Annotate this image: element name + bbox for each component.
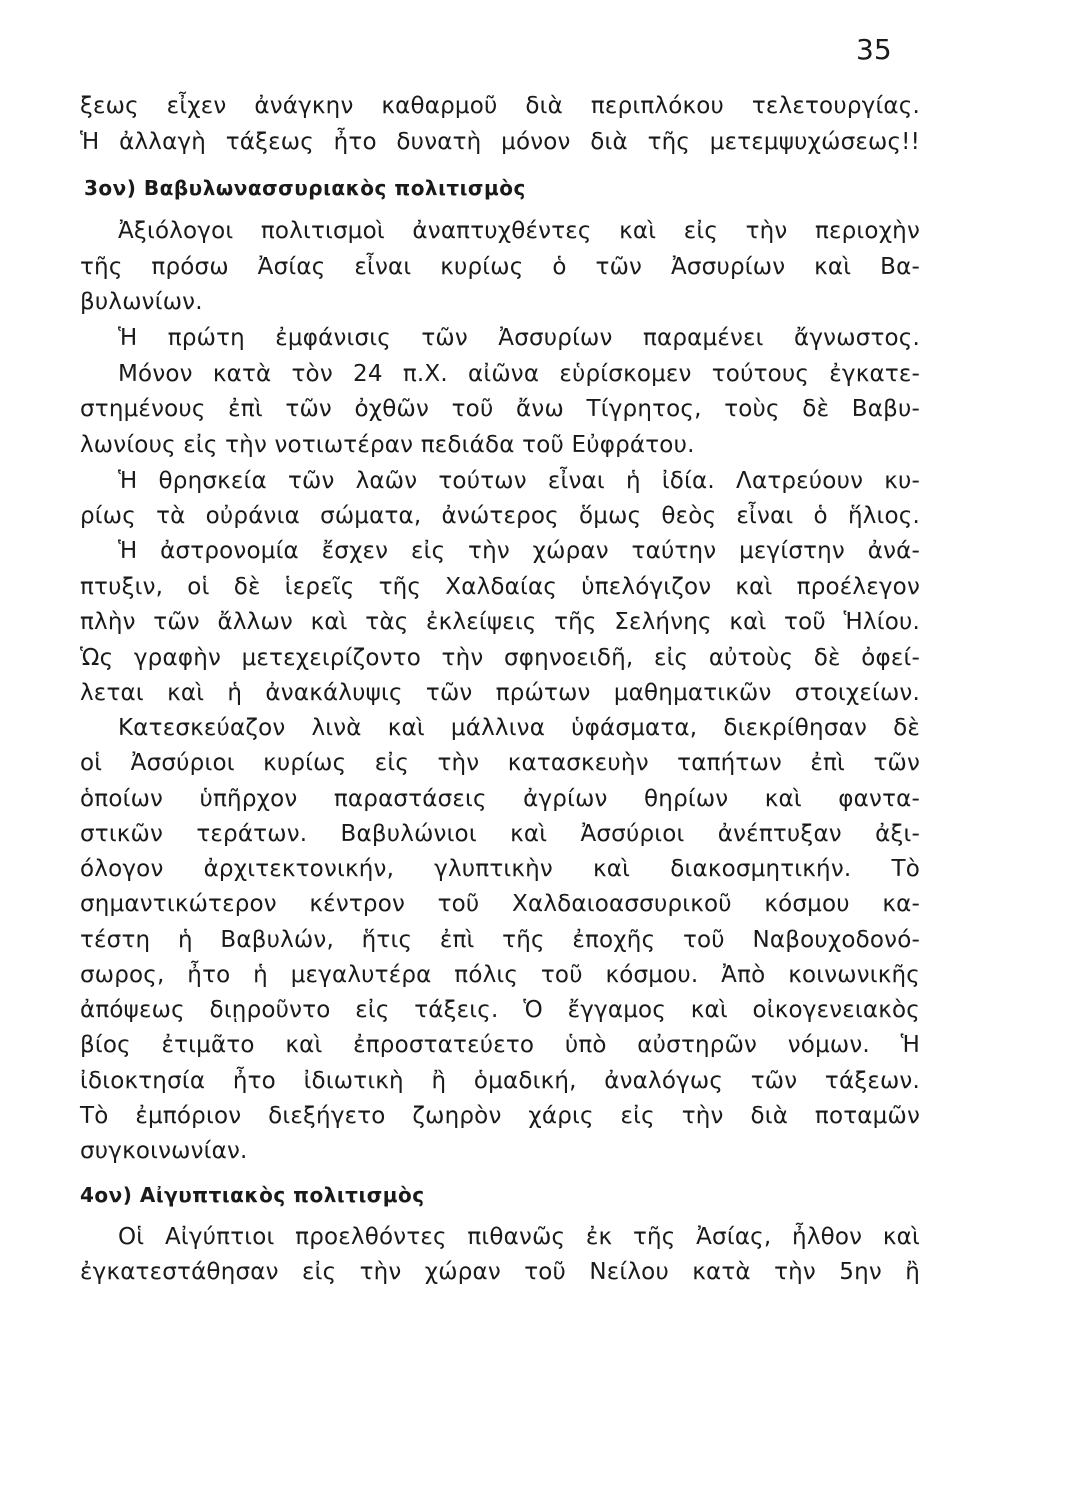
paragraph-start-line: Ἡ θρησκεία τῶν λαῶν τούτων εἶναι ἡ ἰδία. Λατρεύουν κυ- bbox=[118, 468, 920, 494]
text-line: συγκοινωνίαν. bbox=[80, 1138, 248, 1164]
text-line: Ἡ ἀλλαγὴ τάξεως ἦτο δυνατὴ μόνον διὰ τῆς μετεμψυχώσεως!! bbox=[80, 129, 920, 155]
section-heading-3: 3ον) Βαβυλωνασσυριακὸς πολιτισμὸς bbox=[84, 176, 526, 200]
text-line: σωρος, ἦτο ἡ μεγαλυτέρα πόλις τοῦ κόσμου. Ἀπὸ κοινωνικῆς bbox=[80, 962, 920, 988]
text-line: σημαντικώτερον κέντρον τοῦ Χαλδαιοασσυρικοῦ κόσμου κα- bbox=[80, 891, 920, 917]
text-line: ἐγκατεστάθησαν εἰς τὴν χώραν τοῦ Νείλου κατὰ τὴν 5ην ἢ bbox=[80, 1259, 920, 1285]
text-line: ὁποίων ὑπῆρχον παραστάσεις ἀγρίων θηρίων καὶ φαντα- bbox=[80, 786, 920, 812]
text-line: ἀπόψεως διῃροῦντο εἰς τάξεις. Ὁ ἔγγαμος καὶ οἰκογενειακὸς bbox=[80, 997, 920, 1023]
text-line: πλὴν τῶν ἄλλων καὶ τὰς ἐκλείψεις τῆς Σελήνης καὶ τοῦ Ἡλίου. bbox=[80, 609, 920, 635]
paragraph-start-line: Ἡ πρώτη ἐμφάνισις τῶν Ἀσσυρίων παραμένει ἄγνωστος. bbox=[118, 325, 920, 351]
text-line: τέστη ἡ Βαβυλών, ἥτις ἐπὶ τῆς ἐποχῆς τοῦ Ναβουχοδονό- bbox=[80, 927, 920, 953]
text-line: στημένους ἐπὶ τῶν ὀχθῶν τοῦ ἄνω Τίγρητος, τοὺς δὲ Βαβυ- bbox=[80, 396, 920, 422]
text-line: τῆς πρόσω Ἀσίας εἶναι κυρίως ὁ τῶν Ἀσσυρίων καὶ Βα- bbox=[80, 254, 920, 280]
text-line: λεται καὶ ἡ ἀνακάλυψις τῶν πρώτων μαθηματικῶν στοιχείων. bbox=[80, 680, 920, 706]
text-line: βυλωνίων. bbox=[80, 289, 203, 315]
text-line: πτυξιν, οἱ δὲ ἱερεῖς τῆς Χαλδαίας ὑπελόγιζον καὶ προέλεγον bbox=[80, 574, 920, 600]
paragraph-start-line: Οἱ Αἰγύπτιοι προελθόντες πιθανῶς ἐκ τῆς Ἀσίας, ἦλθον καὶ bbox=[118, 1224, 920, 1250]
text-line: στικῶν τεράτων. Βαβυλώνιοι καὶ Ἀσσύριοι ἀνέπτυξαν ἀξι- bbox=[80, 821, 920, 847]
paragraph-start-line: Κατεσκεύαζον λινὰ καὶ μάλλινα ὑφάσματα, διεκρίθησαν δὲ bbox=[118, 715, 920, 741]
text-line: Μόνον κατὰ τὸν 24 π.Χ. αἰῶνα εὑρίσκομεν τούτους ἐγκατε- bbox=[118, 361, 920, 387]
text-line: ρίως τὰ οὐράνια σώματα, ἀνώτερος ὅμως θεὸς εἶναι ὁ ἥλιος. bbox=[80, 503, 920, 529]
text-line: λωνίους εἰς τὴν νοτιωτέραν πεδιάδα τοῦ Εὐφράτου. bbox=[80, 432, 695, 458]
paragraph-start-line: Ἀξιόλογοι πολιτισμοὶ ἀναπτυχθέντες καὶ εἰς τὴν περιοχὴν bbox=[118, 218, 920, 244]
section-heading-4: 4ον) Αἰγυπτιακὸς πολιτισμὸς bbox=[80, 1183, 425, 1207]
text-line: οἱ Ἀσσύριοι κυρίως εἰς τὴν κατασκευὴν ταπήτων ἐπὶ τῶν bbox=[80, 750, 920, 776]
text-line: Τὸ ἐμπόριον διεξήγετο ζωηρὸν χάρις εἰς τὴν διὰ ποταμῶν bbox=[80, 1103, 920, 1129]
page-number: 35 bbox=[856, 33, 892, 66]
text-line: βίος ἐτιμᾶτο καὶ ἐπροστατεύετο ὑπὸ αὐστηρῶν νόμων. Ἡ bbox=[80, 1032, 920, 1058]
text-line: ξεως εἶχεν ἀνάγκην καθαρμοῦ διὰ περιπλόκου τελετουργίας. bbox=[80, 93, 920, 119]
paragraph-start-line: Ἡ ἀστρονομία ἔσχεν εἰς τὴν χώραν ταύτην μεγίστην ἀνά- bbox=[118, 538, 920, 564]
text-line: Ὡς γραφὴν μετεχειρίζοντο τὴν σφηνοειδῆ, εἰς αὐτοὺς δὲ ὀφεί- bbox=[80, 645, 920, 671]
text-line: ἰδιοκτησία ἦτο ἰδιωτικὴ ἢ ὁμαδική, ἀναλόγως τῶν τάξεων. bbox=[80, 1068, 920, 1094]
text-line: όλογον ἀρχιτεκτονικήν, γλυπτικὴν καὶ διακοσμητικήν. Τὸ bbox=[80, 856, 920, 882]
